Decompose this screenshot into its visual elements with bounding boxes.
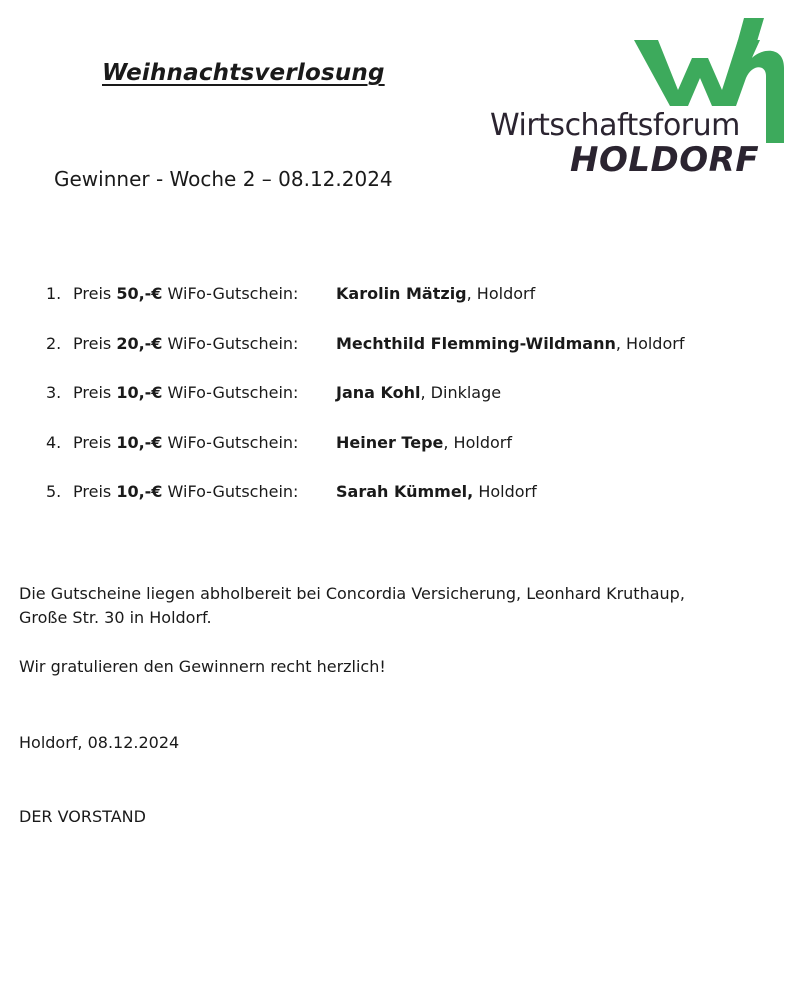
prize-amount: 20,-€ <box>116 333 163 353</box>
winner-name: Jana Kohl <box>336 383 421 402</box>
prize-label <box>73 334 298 353</box>
prize-suffix: WiFo-Gutschein: <box>162 284 299 303</box>
winner-city: Dinklage <box>430 383 502 402</box>
logo-place: HOLDORF <box>570 140 760 180</box>
pickup-paragraph <box>19 582 685 630</box>
wirtschaftsforum-logo <box>484 18 784 178</box>
winner-city: Holdorf <box>626 333 685 353</box>
prize-number: 2. <box>46 333 62 353</box>
prize-amount: 50,-€ <box>116 284 163 303</box>
pickup-line-1: Die Gutscheine liegen abholbereit bei Concordia Versicherung, Leonhard Kruthaup, <box>19 584 685 603</box>
winner-sep: , <box>443 432 454 452</box>
prize-amount: 10,-€ <box>116 432 163 452</box>
winner-sep: , <box>466 284 477 303</box>
prize-winner <box>336 284 535 303</box>
prize-suffix: WiFo-Gutschein: <box>162 333 299 353</box>
winner-city: Holdorf <box>478 482 537 501</box>
prize-row <box>46 433 766 483</box>
winner-name: Sarah Kümmel, <box>336 482 474 501</box>
prize-prefix: Preis <box>73 383 117 402</box>
prize-winner <box>336 482 537 501</box>
logo-wordmark: Wirtschaftsforum <box>490 108 740 143</box>
prize-label <box>73 482 298 501</box>
prize-row <box>46 284 766 334</box>
prize-prefix: Preis <box>73 333 117 353</box>
prize-winner <box>336 334 684 353</box>
prize-row <box>46 334 766 384</box>
prize-prefix: Preis <box>73 432 117 452</box>
signature: DER VORSTAND <box>19 807 146 826</box>
prize-number: 3. <box>46 383 62 402</box>
prize-row <box>46 482 766 532</box>
congratulations-text: Wir gratulieren den Gewinnern recht herzlich! <box>19 657 386 676</box>
document-subtitle: Gewinner - Woche 2 – 08.12.2024 <box>54 167 393 191</box>
winner-name: Karolin Mätzig <box>336 284 467 303</box>
prize-label <box>73 383 298 402</box>
prize-suffix: WiFo-Gutschein: <box>162 432 299 452</box>
prize-row <box>46 383 766 433</box>
prize-label <box>73 433 298 452</box>
prize-winner <box>336 433 512 452</box>
winner-city: Holdorf <box>476 284 536 303</box>
prize-number: 1. <box>46 284 62 303</box>
prize-amount: 10,-€ <box>116 482 163 501</box>
prize-suffix: WiFo-Gutschein: <box>162 383 299 402</box>
prize-prefix: Preis <box>73 482 117 501</box>
winner-name: Mechthild Flemming-Wildmann <box>336 333 616 353</box>
winner-sep: , <box>615 333 627 353</box>
prize-amount: 10,-€ <box>116 383 163 402</box>
winner-name: Heiner Tepe <box>336 432 444 452</box>
document-title: Weihnachtsverlosung <box>102 60 385 86</box>
prize-list <box>46 284 766 532</box>
winner-sep: , <box>420 383 431 402</box>
prize-label <box>73 284 298 303</box>
prize-suffix: WiFo-Gutschein: <box>162 482 299 501</box>
prize-winner <box>336 383 501 402</box>
winner-city: Holdorf <box>453 432 512 452</box>
prize-number: 5. <box>46 482 62 501</box>
place-date: Holdorf, 08.12.2024 <box>19 733 180 752</box>
prize-number: 4. <box>46 432 62 452</box>
pickup-line-2: Große Str. 30 in Holdorf. <box>19 608 212 627</box>
prize-prefix: Preis <box>73 284 117 303</box>
